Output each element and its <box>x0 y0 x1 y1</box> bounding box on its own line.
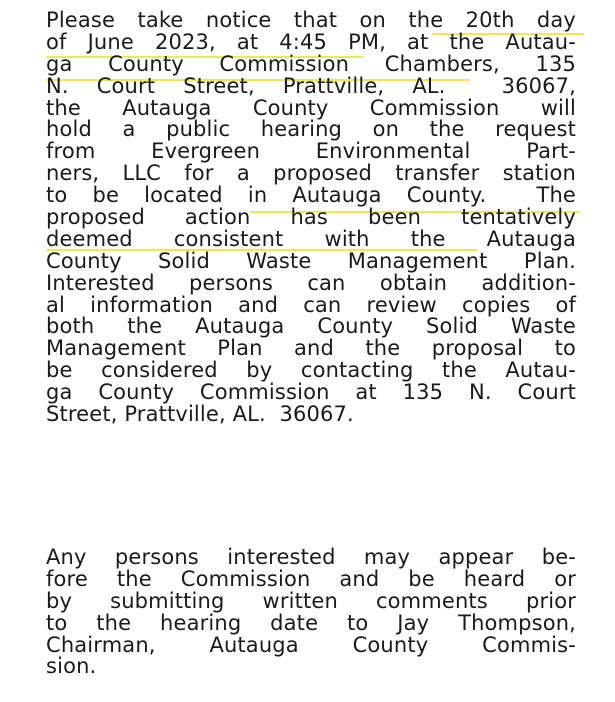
text-line: the Autauga County Commission will <box>46 95 576 120</box>
text-line: be considered by contacting the Autau- <box>46 358 576 383</box>
text-line: Street, Prattville, AL. 36067. <box>46 402 354 427</box>
text-line: from Evergreen Environmental Part- <box>46 139 576 164</box>
text-line: proposed action has been tentatively <box>46 205 576 230</box>
text-line: Chairman, Autauga County Commis- <box>46 632 576 657</box>
text-line: deemed consistent with the Autauga <box>46 226 576 251</box>
text-line: fore the Commission and be heard or <box>46 566 576 591</box>
text-line: hold a public hearing on the request <box>46 117 576 142</box>
text-line: ners, LLC for a proposed transfer station <box>46 161 576 186</box>
text-line: Interested persons can obtain addition- <box>46 270 576 295</box>
notice-paragraph-comments <box>46 547 576 678</box>
text-line: Please take notice that on the 20th day <box>46 8 576 32</box>
text-line: Any persons interested may appear be- <box>46 545 576 569</box>
notice-paragraph-hearing <box>46 10 576 426</box>
text-line: by submitting written comments prior <box>46 588 576 613</box>
text-line: ga County Commission at 135 N. Court <box>46 380 576 405</box>
text-line: ga County Commission Chambers, 135 <box>46 51 576 76</box>
text-line: N. Court Street, Prattville, AL. 36067, <box>46 73 576 98</box>
text-line: of June 2023, at 4:45 PM, at the Autau- <box>46 29 576 54</box>
text-line: County Solid Waste Management Plan. <box>46 248 576 273</box>
text-line: Management Plan and the proposal to <box>46 336 576 361</box>
text-line: to be located in Autauga County. The <box>46 183 576 208</box>
text-line: both the Autauga County Solid Waste <box>46 314 576 339</box>
text-line: to the hearing date to Jay Thompson, <box>46 610 576 635</box>
text-line: al information and can review copies of <box>46 292 576 317</box>
text-line: sion. <box>46 654 97 679</box>
